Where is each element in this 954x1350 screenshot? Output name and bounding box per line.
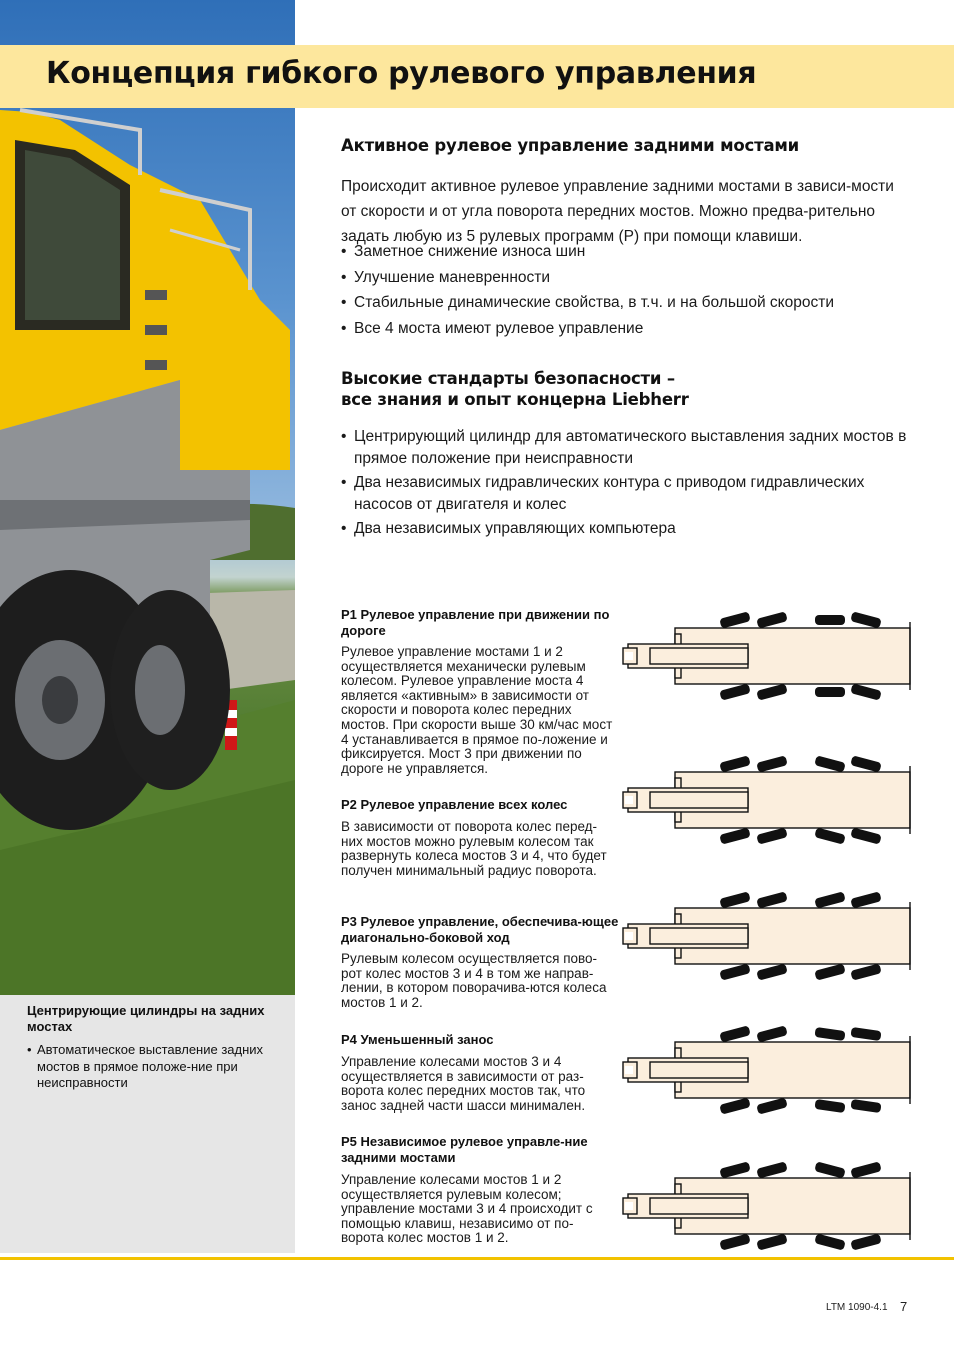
bullet-glyph: • (341, 294, 347, 311)
steering-diagram-p3 (620, 888, 915, 984)
boom-hook (625, 1202, 633, 1210)
program-p5-text: Управление колесами мостов 1 и 2 осуществляется рулевым колесом; управление мостами 3 и 4 происходит с помощью клавиш, независимо от по-ворота колес мостов 1 и 2. (341, 1172, 593, 1246)
wheel-axle-4-left (850, 611, 882, 628)
photo-caption-item-text: Автоматическое выставление задних мостов в прямое положе-ние при неисправности (37, 1042, 264, 1090)
section1-paragraph: Происходит активное рулевое управление задними мостами в зависи-мости от скорости и от угла поворота передних мостов. Можно предва-рительно задать любую из 5 рулевых программ (P) при помощи клавиши. (341, 178, 894, 245)
photo-caption-item (27, 1042, 277, 1092)
wheel-axle-1-left (719, 891, 751, 908)
wheel-axle-3-right (814, 1099, 845, 1113)
wheel-axle-1-right (719, 827, 751, 844)
wheel-axle-2-left (756, 891, 788, 908)
boom-inner (650, 648, 748, 664)
wheel-axle-1-left (719, 611, 751, 628)
wheel-axle-2-left (756, 755, 788, 772)
wheel-axle-4-left (850, 891, 882, 908)
program-p3-title: P3 Рулевое управление, обеспечива-ющее диагонально-боковой ход (341, 914, 619, 945)
program-p1-title: P1 Рулевое управление при движении по дороге (341, 607, 610, 638)
program-p4-title: P4 Уменьшенный занос (341, 1032, 494, 1047)
wheel-axle-1-left (719, 1161, 751, 1178)
wheel-axle-2-left (756, 1025, 788, 1042)
list-item-text: Улучшение маневренности (354, 268, 551, 286)
bullet-glyph: • (341, 319, 347, 337)
section1-bullet-list (341, 239, 916, 341)
wheel-axle-3-left (814, 1027, 845, 1041)
list-item (341, 426, 916, 469)
steering-diagram-p4 (620, 1022, 915, 1118)
steering-diagram-p2 (620, 752, 915, 848)
bullet-glyph: • (341, 243, 347, 260)
footer-rule (0, 1257, 954, 1260)
wheel-axle-4-right (850, 1099, 881, 1113)
wheel-axle-2-right (756, 1097, 788, 1114)
crane-photo-illustration (0, 0, 295, 995)
section1-heading: Активное рулевое управление задними мостами (341, 136, 800, 155)
wheel-axle-2-left (756, 1161, 788, 1178)
program-p2-title: P2 Рулевое управление всех колес (341, 797, 568, 812)
list-item-text: Два независимых управляющих компьютера (354, 520, 676, 537)
footer-page-number: 7 (900, 1299, 908, 1314)
list-item (341, 472, 916, 515)
wheel-axle-1-right (719, 1233, 751, 1250)
program-p1-text: Рулевое управление мостами 1 и 2 осуществляется механически рулевым колесом. Рулевое управление моста 4 является «активным» в зависимости от скорости и поворота колес передних мостов. При скорости выше 30 км/час мост 4 устанавливается в прямое по-ложение и фиксируется. Мост 3 при движении по дороге не управляется. (341, 644, 613, 776)
boom-hook (625, 652, 633, 660)
list-item-text: Два независимых гидравлических контура с приводом гидравлических насосов от двигателя и колес (354, 474, 865, 513)
program-p2-text: В зависимости от поворота колес перед-них мостов можно рулевым колесом так развернуть колеса мостов 3 и 4, что будет получен минимальный радиус поворота. (341, 819, 607, 878)
list-item-text: Стабильные динамические свойства, в т.ч. и на большой скорости (354, 294, 835, 311)
wheel-axle-3-right (815, 687, 845, 697)
boom-hook (625, 1066, 633, 1074)
wheel-axle-2-left (756, 611, 788, 628)
wheel-axle-2-right (756, 1233, 788, 1250)
wheel-axle-4-left (850, 1161, 882, 1178)
wheel-axle-3-left (815, 615, 845, 625)
list-item (341, 290, 916, 316)
bullet-glyph: • (341, 268, 347, 286)
wheel-axle-4-left (850, 755, 882, 772)
bullet-glyph: • (341, 520, 347, 537)
wheel-axle-1-left (719, 755, 751, 772)
section2-bullet-list (341, 426, 916, 540)
wheel-axle-1-right (719, 1097, 751, 1114)
wheel-axle-3-right (814, 1233, 846, 1250)
wheel-axle-3-left (814, 891, 846, 908)
boom-hook (625, 932, 633, 940)
wheel-axle-1-right (719, 963, 751, 980)
boom-hook (625, 796, 633, 804)
photo-caption-title: Центрирующие цилиндры на задних мостах (27, 1003, 265, 1034)
boom-inner (650, 792, 748, 808)
list-item (341, 239, 916, 265)
list-item (341, 316, 916, 342)
footer-model-code: LTM 1090-4.1 (826, 1302, 888, 1313)
wheel-axle-3-right (814, 827, 846, 844)
program-p4-text: Управление колесами мостов 3 и 4 осуществляется в зависимости от раз-ворота колес передних мостов так, что занос задней части шасси минимален. (341, 1054, 586, 1113)
list-item-text: Все 4 моста имеют рулевое управление (354, 319, 644, 337)
crane-photo (0, 0, 295, 995)
wheel-axle-4-right (850, 1233, 882, 1250)
bullet-glyph: • (341, 474, 347, 491)
boom-inner (650, 1198, 748, 1214)
page-title: Концепция гибкого рулевого управления (46, 56, 757, 91)
steering-diagram-p5 (620, 1158, 915, 1254)
list-item-text: Заметное снижение износа шин (354, 243, 586, 260)
wheel-axle-2-right (756, 827, 788, 844)
wheel-axle-4-right (850, 683, 882, 700)
boom-inner (650, 1062, 748, 1078)
wheel-axle-3-right (814, 963, 846, 980)
wheel-axle-2-right (756, 963, 788, 980)
section2-heading-line1: Высокие стандарты безопасности – (341, 369, 675, 388)
wheel-axle-4-left (850, 1027, 881, 1041)
section2-heading-line2: все знания и опыт концерна Liebherr (341, 390, 689, 409)
list-item (341, 518, 916, 540)
list-item-text: Центрирующий цилиндр для автоматического выставления задних мостов в прямое положение при неисправности (354, 428, 907, 467)
program-p3-text: Рулевым колесом осуществляется пово-рот колес мостов 3 и 4 в том же направ-лении, в котором поворачива-ются колеса мостов 1 и 2. (341, 951, 607, 1010)
steering-diagram-p1 (620, 608, 915, 704)
wheel-axle-1-left (719, 1025, 751, 1042)
wheel-axle-4-right (850, 963, 882, 980)
boom-inner (650, 928, 748, 944)
wheel-axle-3-left (814, 1161, 846, 1178)
wheel-axle-1-right (719, 683, 751, 700)
list-item (341, 265, 916, 291)
bullet-glyph: • (27, 1042, 32, 1057)
program-p5-title: P5 Независимое рулевое управле-ние задними мостами (341, 1134, 588, 1165)
bullet-glyph: • (341, 428, 347, 445)
wheel-axle-2-right (756, 683, 788, 700)
wheel-axle-3-left (814, 755, 846, 772)
wheel-axle-4-right (850, 827, 882, 844)
